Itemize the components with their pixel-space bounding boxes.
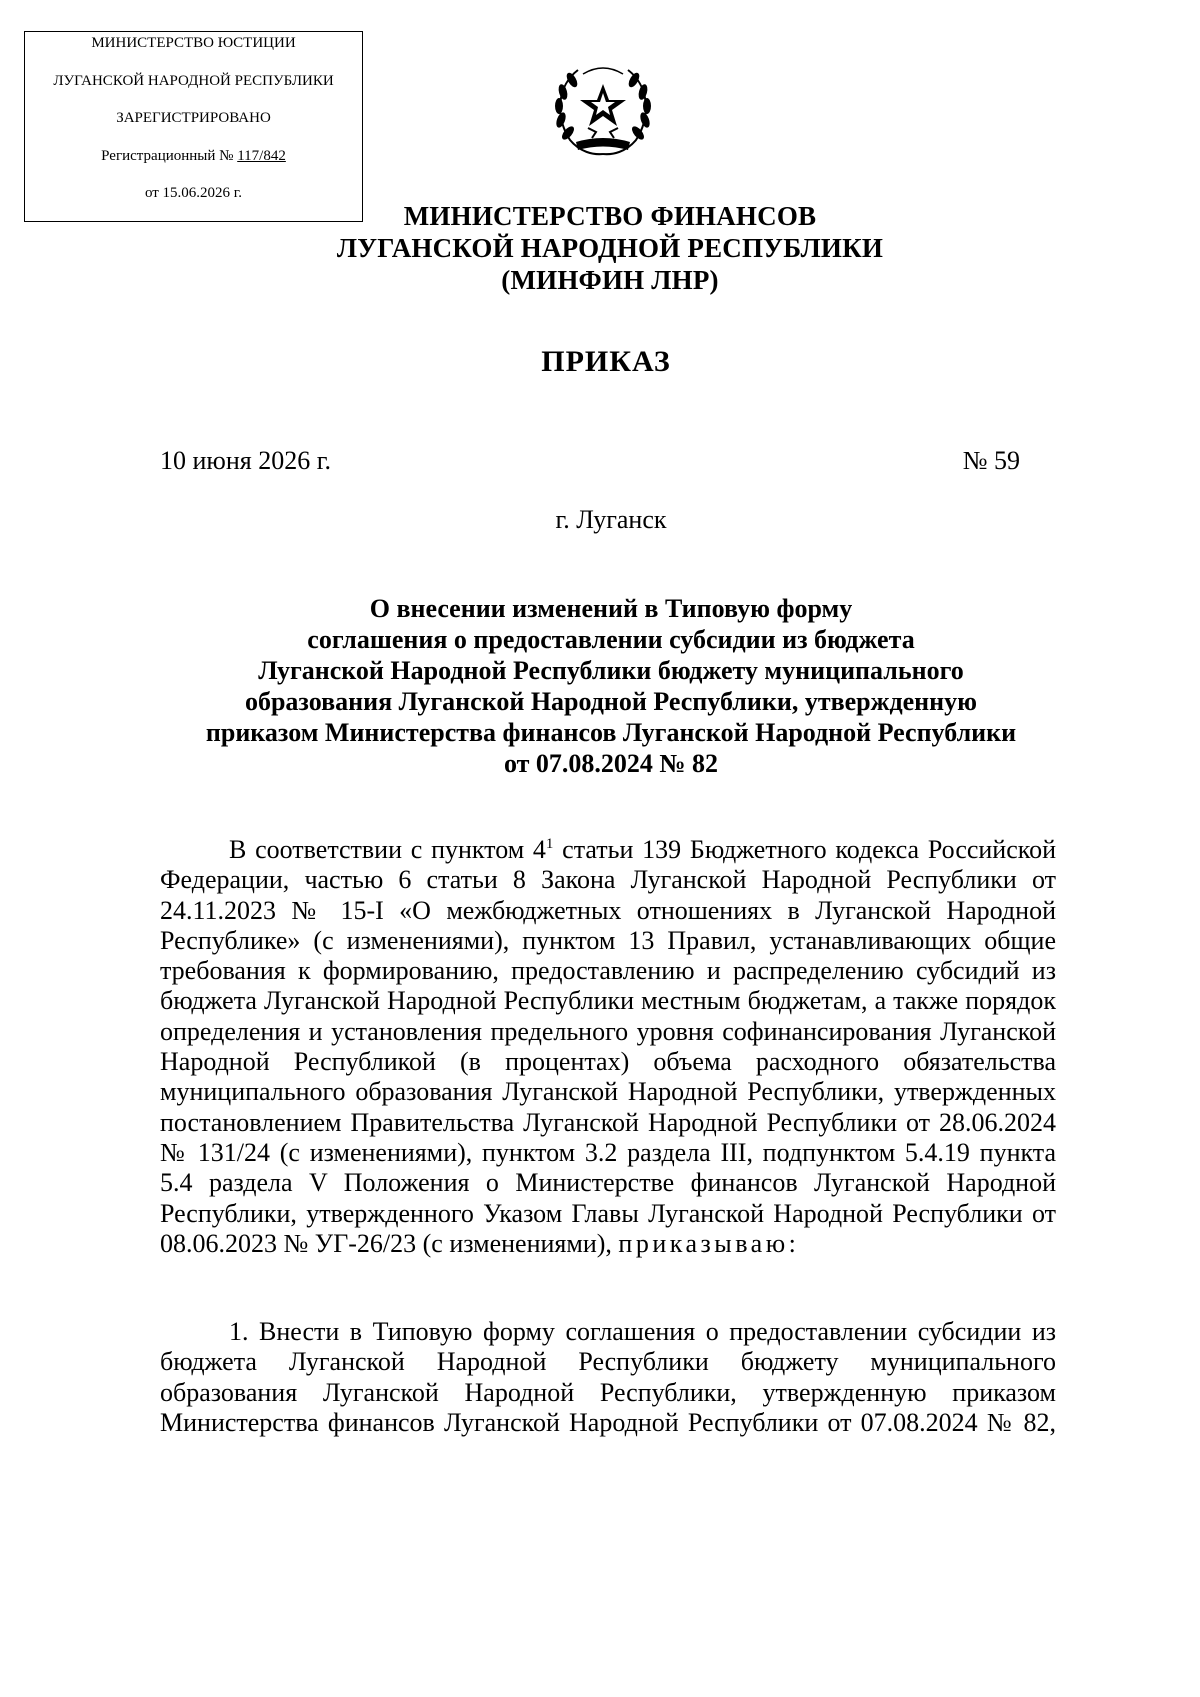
subject-line-5: приказом Министерства финансов Луганской Народной Республики xyxy=(205,718,1017,747)
clause-1-paragraph: 1. Внести в Типовую форму соглашения о предоставлении субсидии из бюджета Луганской Народной Республики бюджету муниципального образования Луганской Народной Республики, утвержденную приказом Министерства финансов Луганской Народной Республики от 07.08.2024 № 82, xyxy=(160,1317,1056,1437)
stamp-line-republic: ЛУГАНСКОЙ НАРОДНОЙ РЕСПУБЛИКИ xyxy=(53,73,334,89)
order-number: № 59 xyxy=(962,446,1020,475)
stamp-line-ministry: МИНИСТЕРСТВО ЮСТИЦИИ xyxy=(91,35,296,51)
preamble-paragraph xyxy=(160,835,1056,1259)
subject-line-4: образования Луганской Народной Республики, утвержденную xyxy=(244,687,978,716)
order-directive: приказываю: xyxy=(618,1228,800,1258)
preamble-start: В соответствии с пунктом 4 xyxy=(229,835,546,864)
stamp-registration-number xyxy=(25,148,362,165)
subject-line-2: соглашения о предоставлении субсидии из бюджета xyxy=(307,625,915,654)
stamp-line-registered: ЗАРЕГИСТРИРОВАНО xyxy=(116,110,271,126)
stamp-reg-number: 117/842 xyxy=(237,148,286,164)
subject-line-3: Луганской Народной Республики бюджету муниципального xyxy=(258,656,964,685)
stamp-reg-label: Регистрационный № xyxy=(101,148,238,164)
ministry-abbreviation: (МИНФИН ЛНР) xyxy=(501,265,719,295)
preamble-superscript: 1 xyxy=(545,836,554,852)
order-date: 10 июня 2026 г. xyxy=(160,446,331,475)
subject-line-6: от 07.08.2024 № 82 xyxy=(503,749,719,778)
order-city: г. Луганск xyxy=(555,505,667,534)
ministry-name-line-2: ЛУГАНСКОЙ НАРОДНОЙ РЕСПУБЛИКИ xyxy=(336,233,884,263)
subject-line-1: О внесении изменений в Типовую форму xyxy=(369,594,853,623)
coat-of-arms-star-icon xyxy=(548,60,658,158)
preamble-text: статьи 139 Бюджетного кодекса Российской Федерации, частью 6 статьи 8 Закона Луганской Народной Республики от 24.11.2023 № 15-I «О межбюджетных отношениях в Луганской Народной Республике» (с изменениями), пунктом 13 Правил, устанавливающих общие требования к формированию, предоставлению и распределению субсидий из бюджета Луганской Народной Республики местным бюджетам, а также порядок определения и установления предельного уровня софинансирования Луганской Народной Республикой (в процентах) объема расходного обязательства муниципального образования Луганской Народной Республики, утвержденных постановлением Правительства Луганской Народной Республики от 28.06.2024 № 131/24 (с изменениями), пунктом 3.2 раздела III, подпунктом 5.4.19 пункта 5.4 раздела V Положения о Министерстве финансов Луганской Народной Республики, утвержденного Указом Главы Луганской Народной Республики от 08.06.2023 № УГ-26/23 (с изменениями), xyxy=(160,835,1056,1258)
order-subject xyxy=(150,593,1072,779)
stamp-date: от 15.06.2026 г. xyxy=(144,185,243,201)
document-type-title: ПРИКАЗ xyxy=(541,345,671,378)
registration-stamp xyxy=(24,31,363,222)
ministry-name-line-1: МИНИСТЕРСТВО ФИНАНСОВ xyxy=(403,201,817,231)
